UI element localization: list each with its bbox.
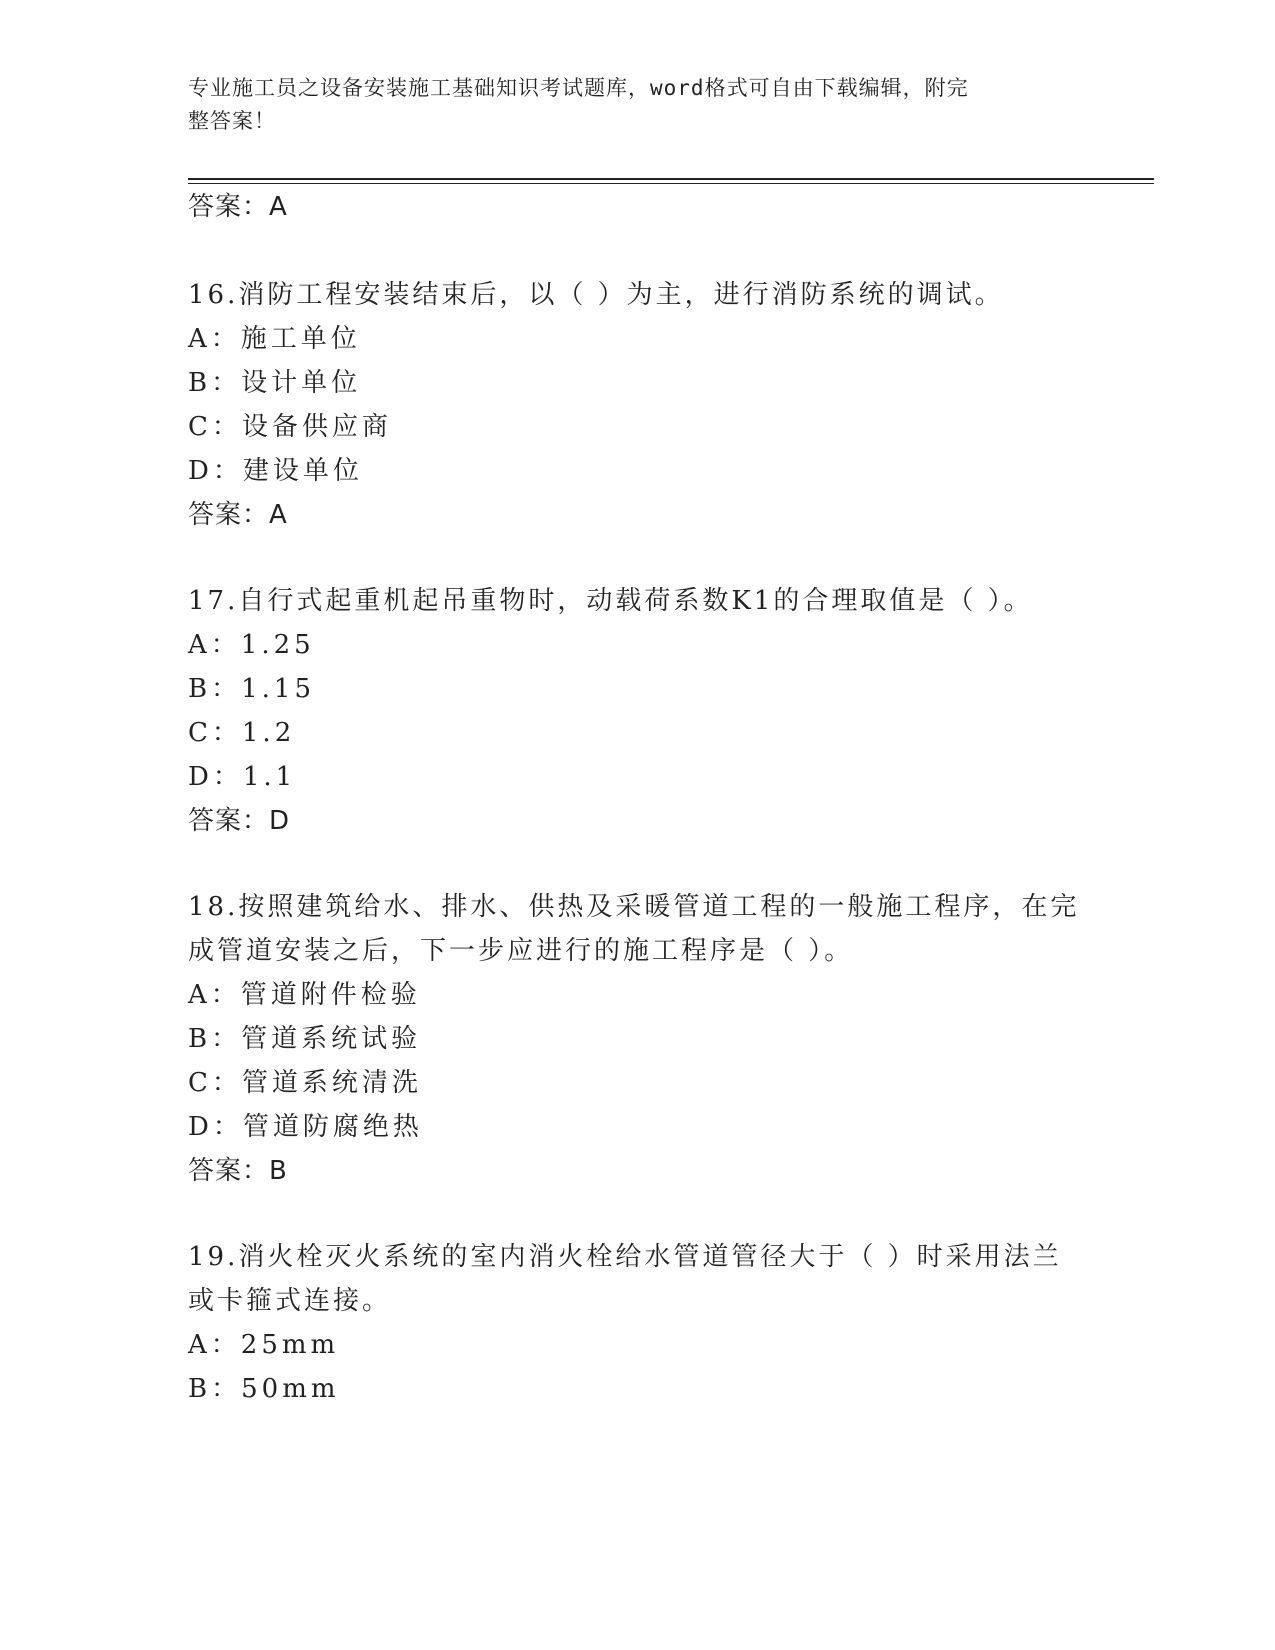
question-18-answer: 答案：B [188, 1156, 288, 1186]
question-16-stem: 16.消防工程安装结束后，以（ ）为主，进行消防系统的调试。 [188, 280, 1004, 310]
question-19-stem-line-2: 或卡箍式连接。 [188, 1286, 392, 1316]
previous-answer: 答案：A [188, 192, 288, 222]
question-18-option-d: D：管道防腐绝热 [188, 1112, 423, 1142]
question-16-answer: 答案：A [188, 500, 288, 530]
header-line-2: 整答案！ [188, 109, 276, 133]
question-18-stem-line-1: 18.按照建筑给水、排水、供热及采暖管道工程的一般施工程序，在完 [188, 892, 1080, 922]
question-16-option-a: A：施工单位 [188, 324, 361, 354]
question-17-option-c: C：1.2 [188, 718, 296, 748]
header-line-1: 专业施工员之设备安装施工基础知识考试题库，word格式可自由下载编辑，附完 [188, 76, 969, 100]
question-19-stem-line-1: 19.消火栓灭火系统的室内消火栓给水管道管径大于（ ）时采用法兰 [188, 1242, 1062, 1272]
header-rule-thick [188, 178, 1154, 180]
question-17-option-a: A：1.25 [188, 630, 315, 660]
question-17-stem: 17.自行式起重机起吊重物时，动载荷系数K1的合理取值是（ ）。 [188, 586, 1033, 616]
question-18-option-b: B：管道系统试验 [188, 1024, 422, 1054]
question-19-option-b: B：50mm [188, 1374, 340, 1404]
question-16-option-d: D：建设单位 [188, 456, 363, 486]
question-17-option-b: B：1.15 [188, 674, 315, 704]
header-rule-thin [188, 183, 1154, 184]
question-19-option-a: A：25mm [188, 1330, 340, 1360]
question-18-stem-line-2: 成管道安装之后，下一步应进行的施工程序是（ ）。 [188, 936, 854, 966]
question-18-option-c: C：管道系统清洗 [188, 1068, 422, 1098]
question-18-option-a: A：管道附件检验 [188, 980, 421, 1010]
question-17-option-d: D：1.1 [188, 762, 297, 792]
document-header [188, 72, 1068, 138]
question-17-answer: 答案：D [188, 806, 291, 836]
question-16-option-b: B：设计单位 [188, 368, 362, 398]
question-16-option-c: C：设备供应商 [188, 412, 392, 442]
